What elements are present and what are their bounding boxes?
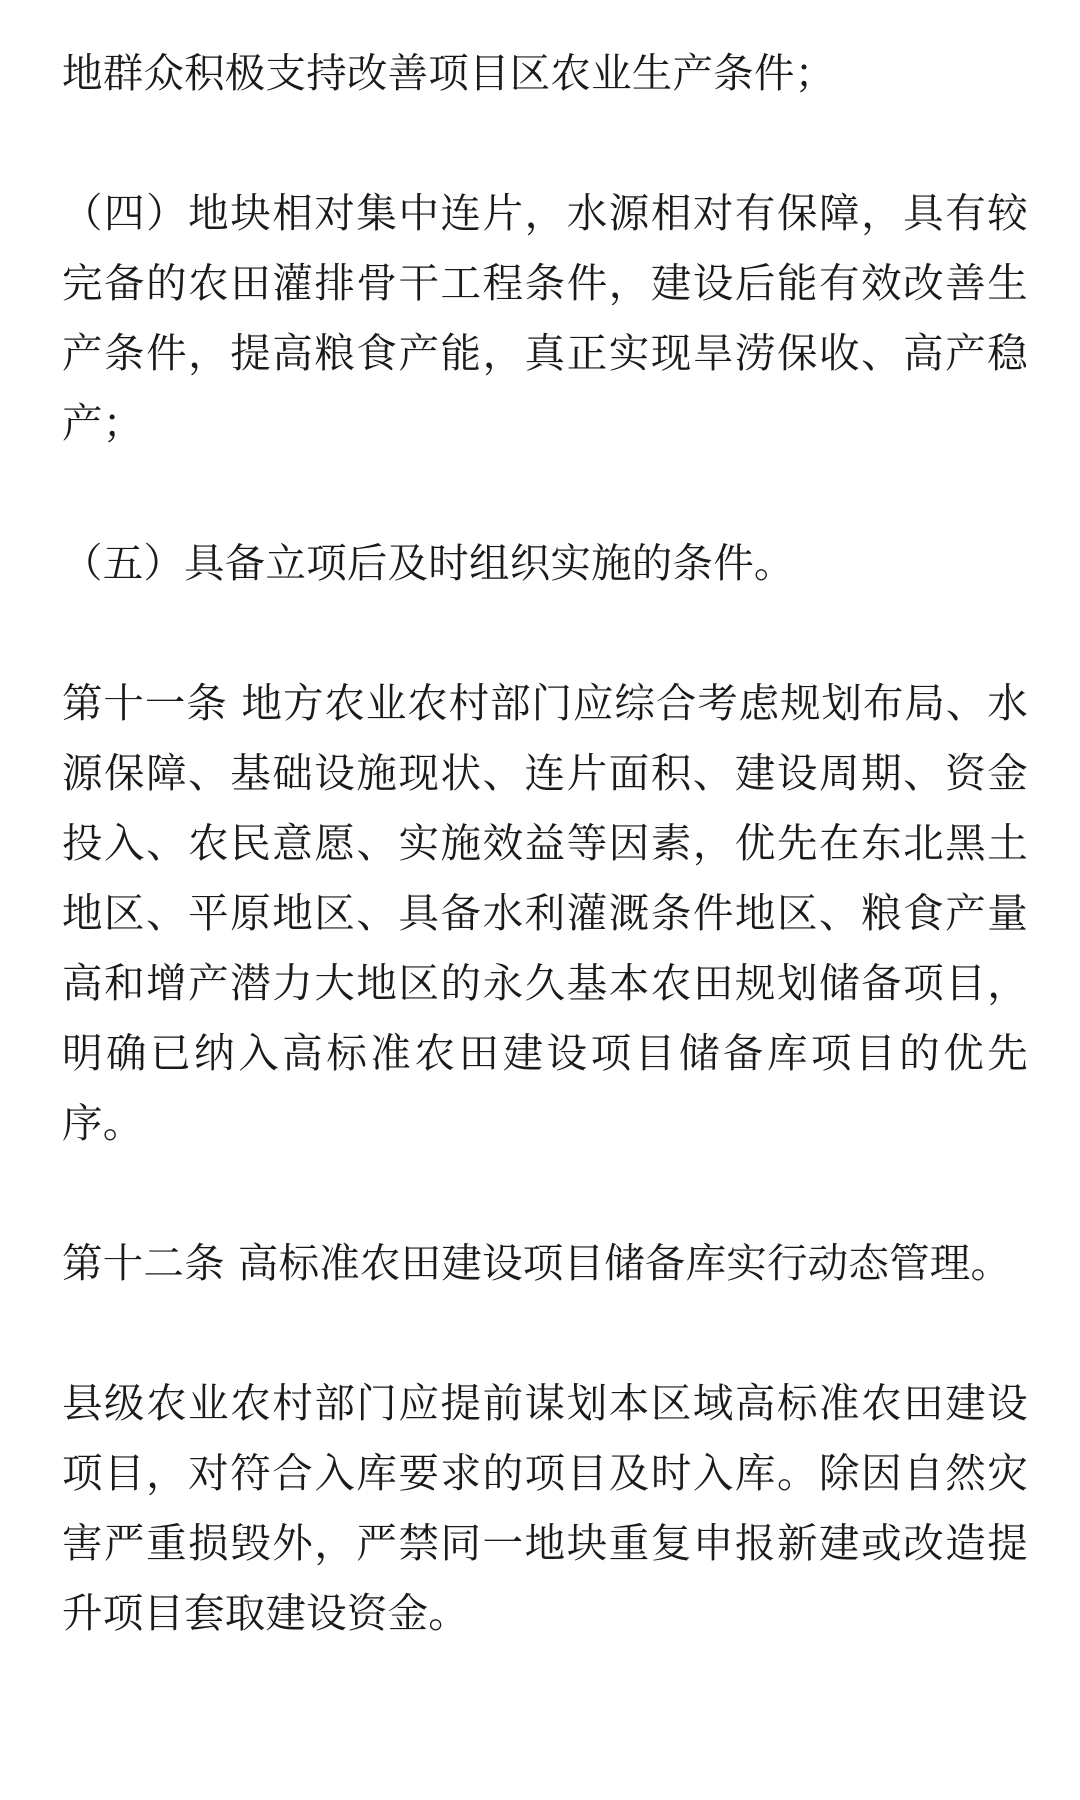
paragraph-continuation: 地群众积极支持改善项目区农业生产条件； [62, 49, 836, 97]
paragraph-item-five: （五）具备立项后及时组织实施的条件。 [62, 539, 795, 587]
article-body [62, 38, 1028, 1648]
paragraph-article-eleven: 第十一条 地方农业农村部门应综合考虑规划布局、水源保障、基础设施现状、连片面积、建设周期、资金投入、农民意愿、实施效益等因素，优先在东北黑土地区、平原地区、具备水利灌溉条件地区、粮食产量高和增产潜力大地区的永久基本农田规划储备项目，明确已纳入高标准农田建设项目储备库项目的优先序。 [62, 679, 1028, 1147]
paragraph-county-level: 县级农业农村部门应提前谋划本区域高标准农田建设项目，对符合入库要求的项目及时入库。除因自然灾害严重损毁外，严禁同一地块重复申报新建或改造提升项目套取建设资金。 [62, 1379, 1028, 1637]
paragraph-article-twelve: 第十二条 高标准农田建设项目储备库实行动态管理。 [62, 1239, 1012, 1287]
paragraph-item-four: （四）地块相对集中连片，水源相对有保障，具有较完备的农田灌排骨干工程条件，建设后能有效改善生产条件，提高粮食产能，真正实现旱涝保收、高产稳产； [62, 189, 1028, 447]
